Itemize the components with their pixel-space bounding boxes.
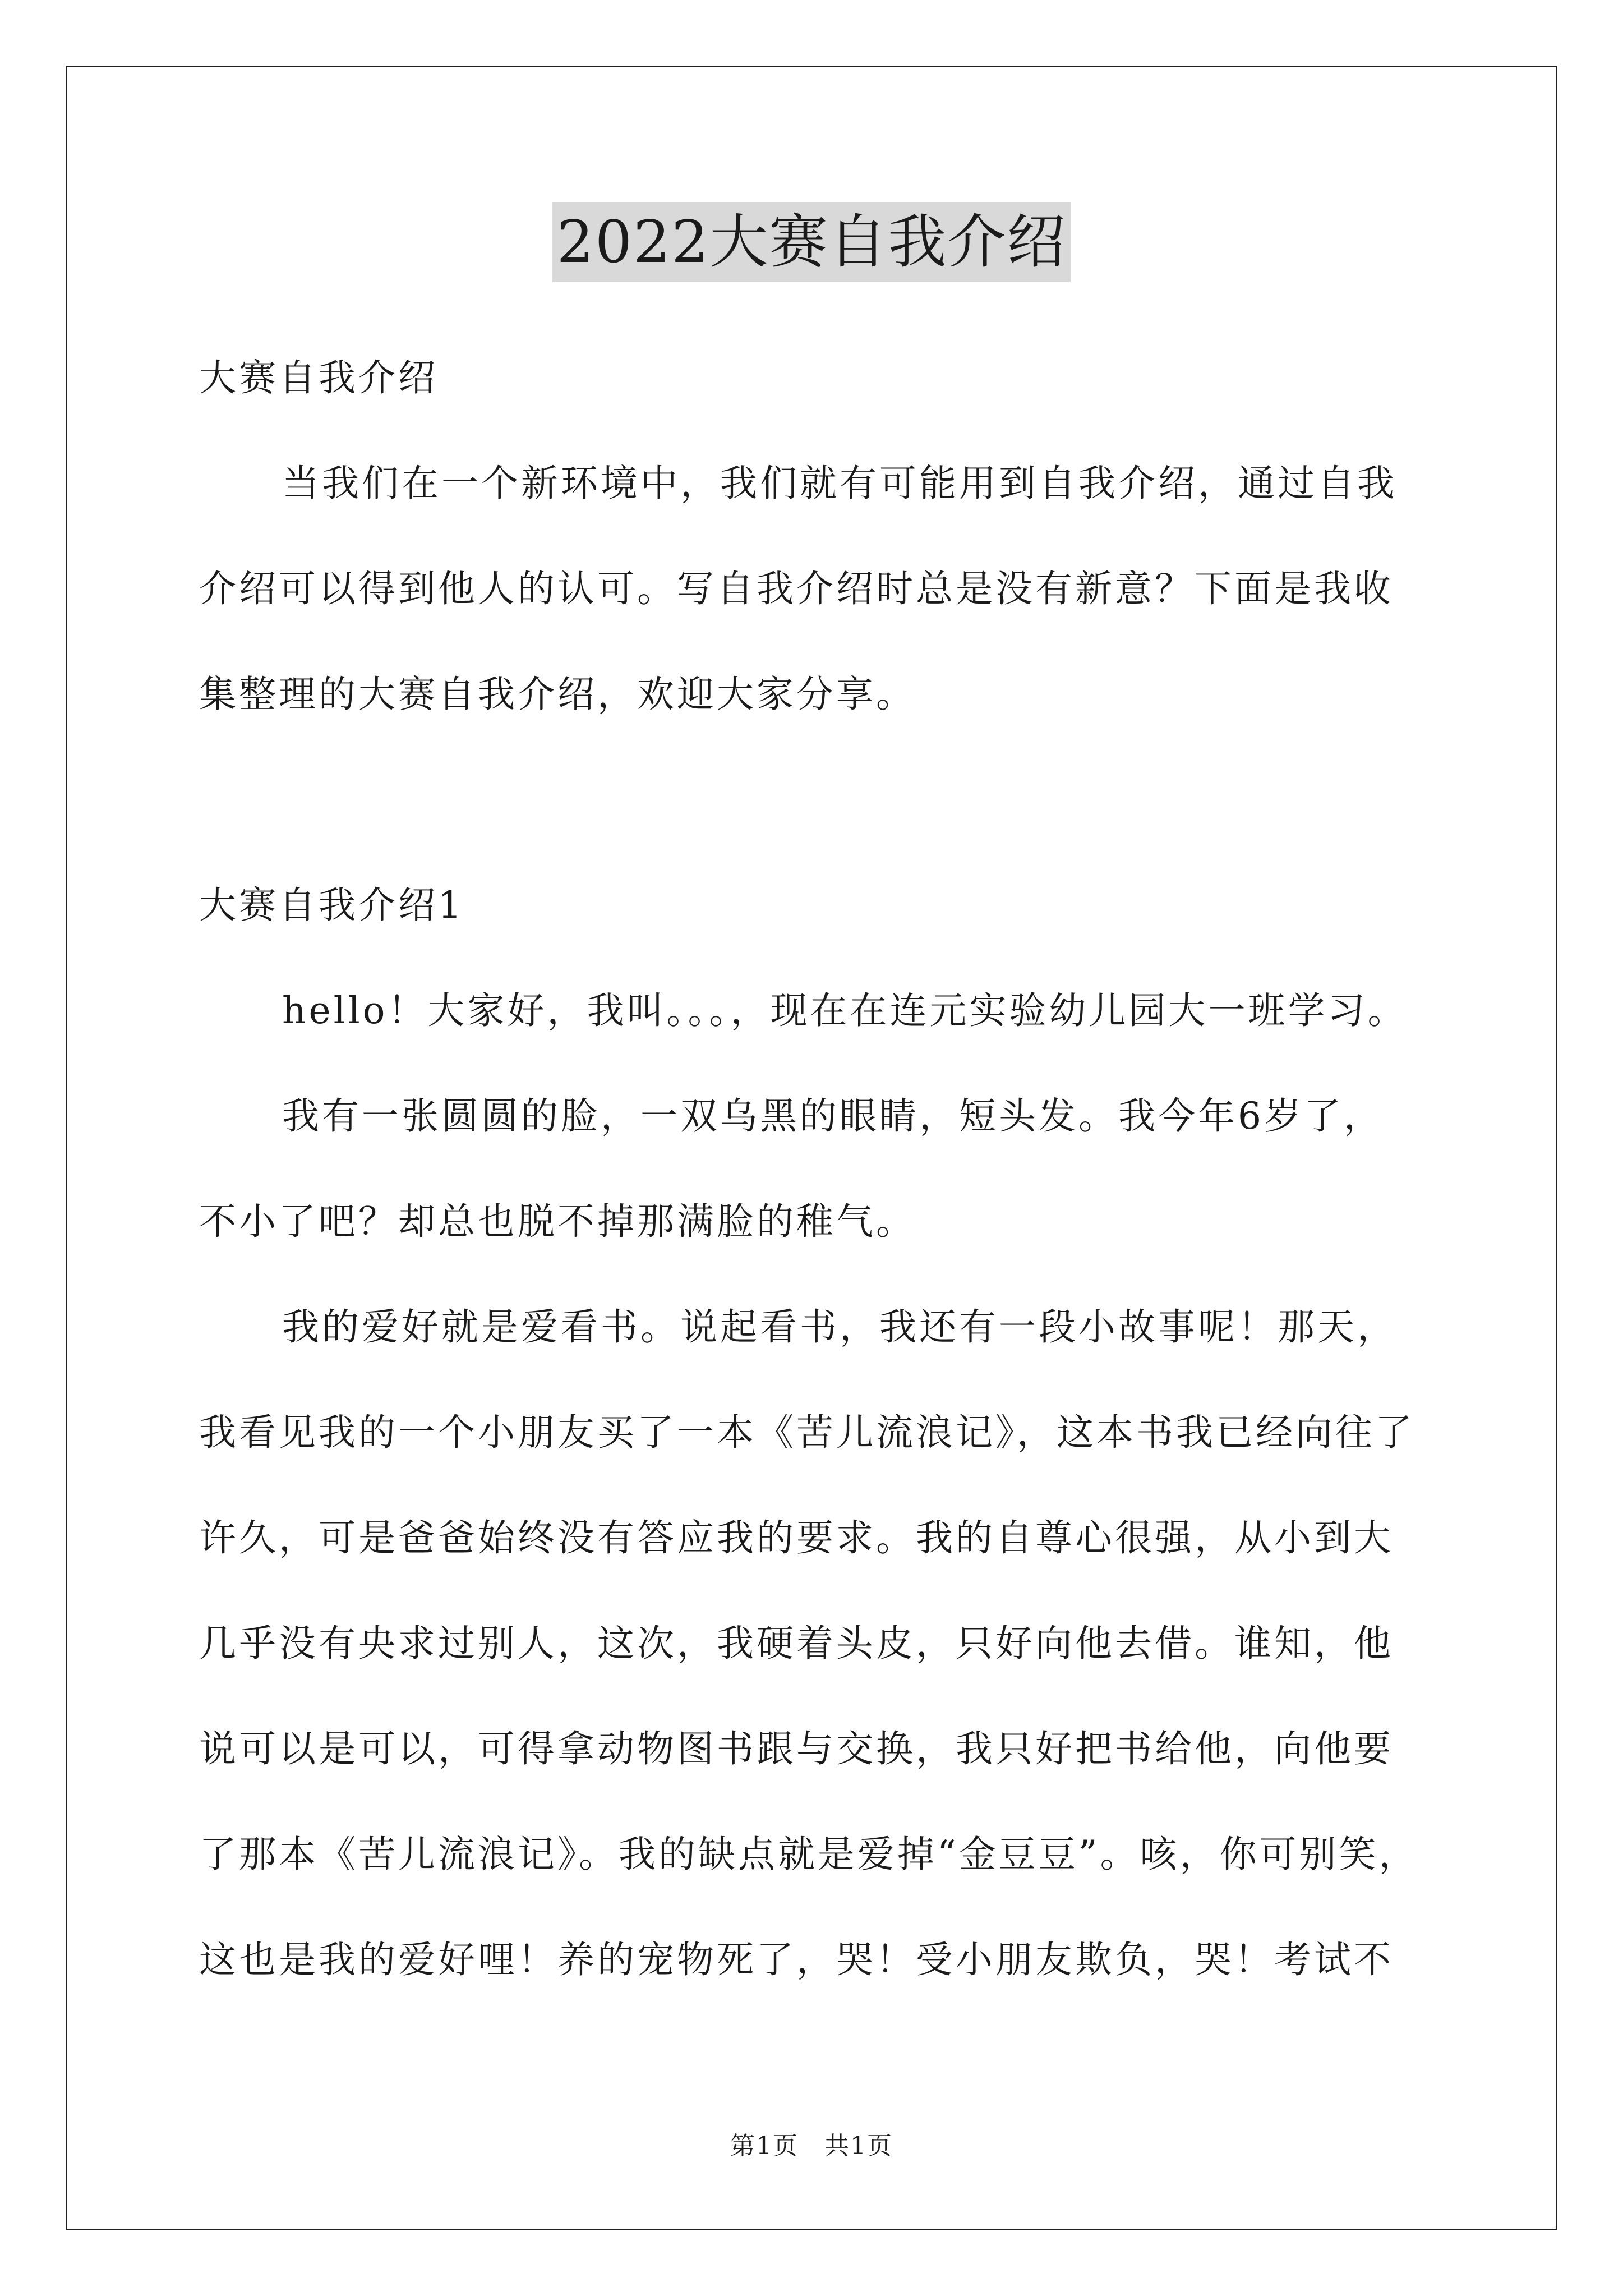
document-title: 2022大赛自我介绍 [552,202,1071,282]
paragraph-line: 我看见我的一个小朋友买了一本《苦儿流浪记》，这本书我已经向往了 [199,1411,1415,1454]
paragraph-line: 说可以是可以，可得拿动物图书跟与交换，我只好把书给他，向他要 [199,1727,1394,1770]
document-body [199,325,1433,2013]
blank-line [199,747,1433,853]
paragraph-line: 不小了吧？却总也脱不掉那满脸的稚气。 [199,1200,916,1243]
paragraph-line: hello！大家好，我叫。。。，现在在连元实验幼儿园大一班学习。 [282,989,1408,1032]
paragraph-line: 介绍可以得到他人的认可。写自我介绍时总是没有新意？下面是我收 [199,567,1394,610]
paragraph-line: 我有一张圆圆的脸，一双乌黑的眼睛，短头发。我今年6岁了， [282,1094,1384,1138]
paragraph-line: 了那本《苦儿流浪记》。我的缺点就是爱掉“金豆豆”。咳，你可别笑， [199,1833,1419,1876]
title-container [0,202,1623,282]
paragraph-line: 几乎没有央求过别人，这次，我硬着头皮，只好向他去借。谁知，他 [199,1622,1394,1665]
paragraph-line: 集整理的大赛自我介绍，欢迎大家分享。 [199,673,916,716]
page-footer: 第1页 共1页 [730,2132,893,2160]
paragraph-line: 这也是我的爱好哩！养的宠物死了，哭！受小朋友欺负，哭！考试不 [199,1938,1394,1981]
paragraph-line: 当我们在一个新环境中，我们就有可能用到自我介绍，通过自我 [282,462,1397,505]
paragraph-line: 许久，可是爸爸始终没有答应我的要求。我的自尊心很强，从小到大 [199,1516,1394,1559]
section-heading: 大赛自我介绍1 [199,884,464,927]
paragraph-line: 我的爱好就是爱看书。说起看书，我还有一段小故事呢！那天， [282,1305,1397,1349]
section-heading: 大赛自我介绍 [199,356,438,399]
